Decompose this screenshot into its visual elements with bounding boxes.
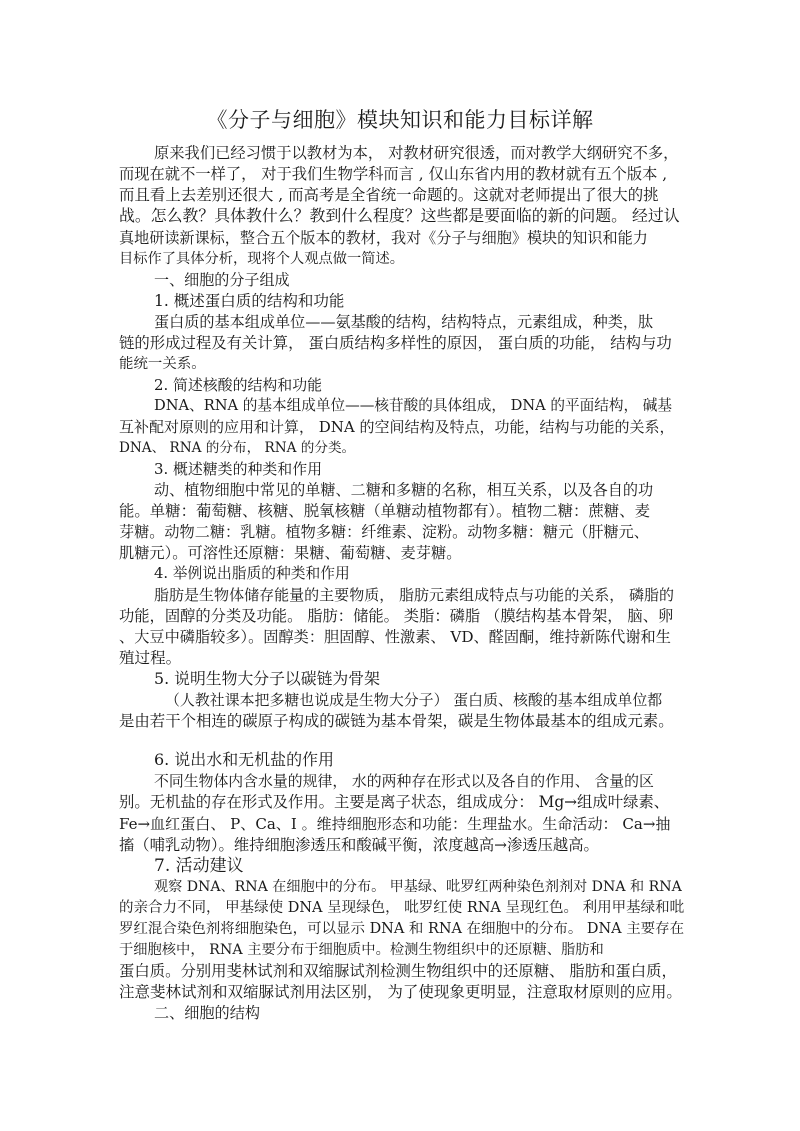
subsection-heading: 1. 概述蛋白质的结构和功能 [154,292,345,310]
text-line: 蛋白质。分别用斐林试剂和双缩脲试剂检测生物组织中的还原糖、 脂肪和蛋白质， [119,962,677,980]
text-line: 战。怎么教？具体教什么？教到什么程度？这些都是要面临的新的问题。 经过认 [119,206,680,225]
text-line: 别。无机盐的存在形式及作用。主要是离子状态，组成成分： Mg→组成叶绿素、 [119,793,670,811]
text-line: 能。单糖：葡萄糖、核糖、脱氧核糖（单糖动植物都有）。植物二糖：蔗糖、麦 [119,502,650,520]
text-line: 而且看上去差别还很大 , 而高考是全省统一命题的。这就对老师提出了很大的挑 [119,186,659,204]
text-line: 是由若干个相连的碳原子构成的碳链为基本骨架，碳是生物体最基本的组成元素。 [119,712,674,730]
text-line: （人教社课本把多糖也说成是生物大分子） 蛋白质、核酸的基本组成单位都 [165,691,663,709]
subsection-heading: 5. 说明生物大分子以碳链为骨架 [154,669,380,688]
text-line: Fe→血红蛋白、 P、Ca、I 。维持细胞形态和功能：生理盐水。生命活动： Ca→抽 [119,815,671,833]
section-heading: 二、细胞的结构 [154,1004,260,1022]
text-line: 搐（哺乳动物）。维持细胞渗透压和酸碱平衡，浓度越高→渗透压越高。 [119,836,599,854]
text-line: 观察 DNA、RNA 在细胞中的分布。 甲基绿、吡罗红两种染色剂剂对 DNA 和 RNA [154,879,682,895]
text-line: 功能，固醇的分类及功能。 脂肪：储能。 类脂：磷脂 （膜结构基本骨架， 脑、卵 [119,607,674,625]
text-line: 能统一关系。 [119,356,206,372]
text-line: 链的形成过程及有关计算， 蛋白质结构多样性的原因， 蛋白质的功能， 结构与功 [119,334,672,352]
subsection-heading: 2. 简述核酸的结构和功能 [154,376,323,394]
text-line: 动、植物细胞中常见的单糖、二糖和多糖的名称，相互关系，以及各自的功 [154,481,654,499]
text-line: 脂肪是生物体储存能量的主要物质， 脂肪元素组成特点与功能的关系， 磷脂的 [154,586,675,604]
text-line: 互补配对原则的应用和计算， DNA 的空间结构及特点，功能，结构与功能的关系， [119,418,675,436]
text-line: 原来我们已经习惯于以教材为本， 对教材研究很透，而对教学大纲研究不多， [154,144,679,162]
text-line: 而现在就不一样了， 对于我们生物学科而言 , 仅山东省内用的教材就有五个版本 , [119,165,668,183]
text-line: 真地研读新课标，整合五个版本的教材，我对《分子与细胞》模块的知识和能力 [119,229,648,247]
text-line: 罗红混合染色剂将细胞染色，可以显示 DNA 和 RNA 在细胞中的分布。 DNA 主要存在 [119,921,685,937]
document-title: 《分子与细胞》模块知识和能力目标详解 [206,108,594,132]
subsection-heading: 3. 概述糖类的种类和作用 [154,460,323,478]
text-line: 肌糖元）。可溶性还原糖：果糖、葡萄糖、麦芽糖。 [119,544,462,562]
text-line: DNA、 RNA 的分布， RNA 的分类。 [119,440,356,456]
text-line: 注意斐林试剂和双缩脲试剂用法区别， 为了使现象更明显，注意取材原则的应用。 [119,983,682,1001]
text-line: 目标作了具体分析，现将个人观点做一简述。 [119,251,405,267]
section-heading: 一、细胞的分子组成 [154,271,290,289]
text-line: 蛋白质的基本组成单位——氨基酸的结构，结构特点，元素组成，种类，肽 [154,313,654,331]
subsection-heading: 4. 举例说出脂质的种类和作用 [154,565,350,582]
text-line: DNA、RNA 的基本组成单位——核苷酸的具体组成， DNA 的平面结构， 碱基 [154,397,673,414]
text-line: 、大豆中磷脂较多）。固醇类：胆固醇、性激素、 VD、醛固酮，维持新陈代谢和生 [119,628,671,646]
text-line: 的亲合力不同， 甲基绿使 DNA 呈现绿色， 吡罗红使 RNA 呈现红色。 利用甲基绿和吡 [119,900,685,916]
text-line: 不同生物体内含水量的规律， 水的两种存在形式以及各自的作用、 含量的区 [154,772,654,790]
subsection-heading: 6. 说出水和无机盐的作用 [154,750,334,769]
text-line: 于细胞核中， RNA 主要分布于细胞质中。检测生物组织中的还原糖、脂肪和 [119,942,604,958]
text-line: 殖过程。 [119,649,182,667]
subsection-heading: 7. 活动建议 [154,856,244,876]
text-line: 芽糖。动物二糖：乳糖。植物多糖：纤维素、淀粉。动物多糖：糖元（肝糖元、 [119,523,649,541]
